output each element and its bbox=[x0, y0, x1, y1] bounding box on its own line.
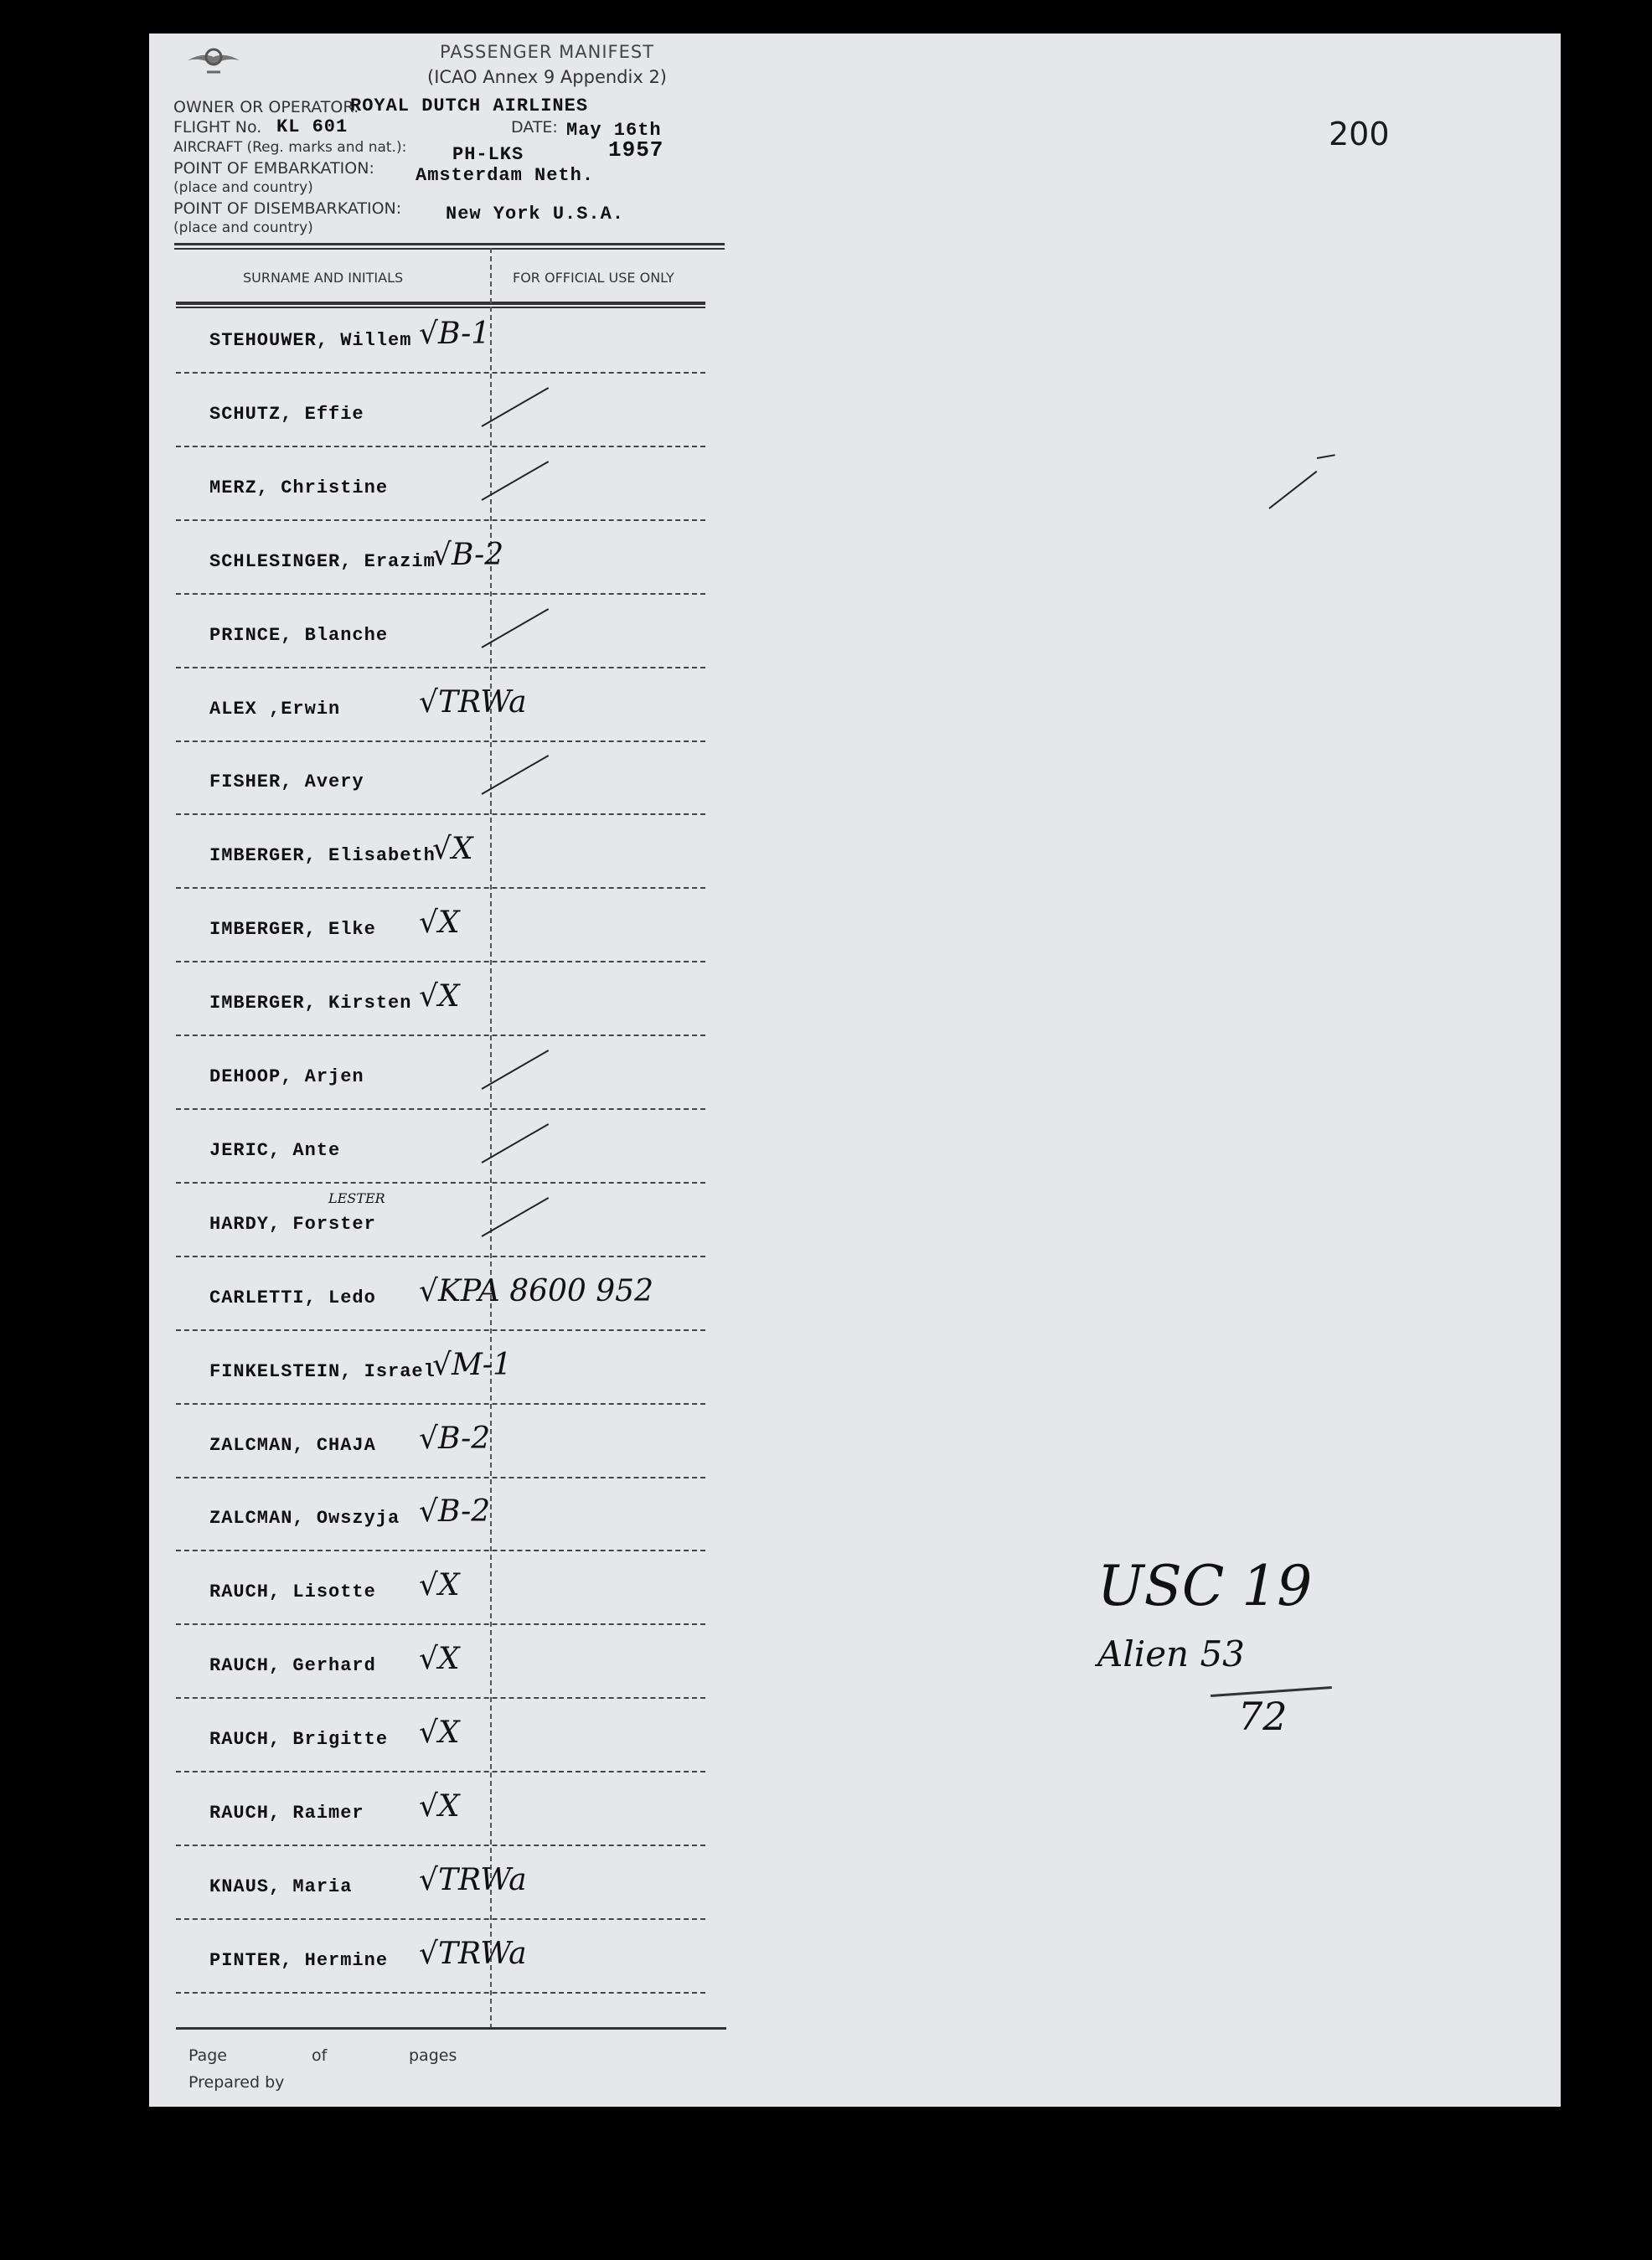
embarkation-label: POINT OF EMBARKATION: bbox=[173, 159, 374, 178]
passenger-name: RAUCH, Raimer bbox=[209, 1803, 364, 1824]
surname-column-header: SURNAME AND INITIALS bbox=[243, 270, 404, 286]
of-label: of bbox=[312, 2046, 328, 2065]
row-divider bbox=[176, 667, 705, 668]
row-divider bbox=[176, 1403, 705, 1405]
row-divider bbox=[176, 1035, 705, 1036]
passenger-name: MERZ, Christine bbox=[209, 477, 389, 498]
annotation-usc: USC 19 bbox=[1097, 1554, 1313, 1618]
row-divider bbox=[176, 519, 705, 521]
owner-label: OWNER OR OPERATOR: bbox=[173, 98, 359, 116]
form-subtitle: (ICAO Annex 9 Appendix 2) bbox=[427, 67, 668, 87]
row-divider bbox=[176, 961, 705, 962]
name-correction: LESTER bbox=[328, 1190, 385, 1206]
passenger-name: ZALCMAN, Owszyja bbox=[209, 1508, 400, 1529]
column-header-rule-2 bbox=[176, 307, 705, 308]
official-use-mark: √X bbox=[419, 906, 460, 940]
passenger-name: FISHER, Avery bbox=[209, 771, 364, 792]
official-use-mark: √KPA 8600 952 bbox=[419, 1274, 653, 1308]
flight-value: KL 601 bbox=[276, 116, 348, 137]
row-divider bbox=[176, 740, 705, 742]
row-divider bbox=[176, 372, 705, 374]
row-divider bbox=[176, 1550, 705, 1551]
date-label: DATE: bbox=[511, 118, 558, 137]
footer-rule bbox=[176, 2027, 726, 2030]
passenger-name: RAUCH, Lisotte bbox=[209, 1581, 376, 1602]
official-use-mark: √X bbox=[419, 1642, 460, 1676]
passenger-name: SCHLESINGER, Erazim bbox=[209, 551, 436, 572]
disembarkation-value: New York U.S.A. bbox=[446, 204, 625, 224]
passenger-name: FINKELSTEIN, Israel bbox=[209, 1361, 436, 1382]
passenger-name: PINTER, Hermine bbox=[209, 1950, 389, 1971]
passenger-name: DEHOOP, Arjen bbox=[209, 1066, 364, 1087]
disembarkation-label: POINT OF DISEMBARKATION: bbox=[173, 199, 402, 218]
row-divider bbox=[176, 1256, 705, 1257]
disembarkation-sub: (place and country) bbox=[173, 219, 313, 236]
passenger-name: IMBERGER, Elisabeth bbox=[209, 845, 436, 866]
column-header-rule bbox=[176, 302, 705, 305]
official-use-mark: √M-1 bbox=[432, 1348, 512, 1382]
official-use-mark: √X bbox=[432, 832, 473, 866]
official-use-mark: √TRWa bbox=[419, 1863, 527, 1897]
passenger-name: JERIC, Ante bbox=[209, 1140, 341, 1161]
page-number: 200 bbox=[1329, 116, 1390, 152]
row-divider bbox=[176, 1697, 705, 1699]
passenger-name: HARDY, Forster bbox=[209, 1214, 376, 1235]
row-divider bbox=[176, 1329, 705, 1331]
airline-logo-icon bbox=[186, 40, 241, 80]
official-use-mark: √B-2 bbox=[432, 538, 504, 572]
date-value: May 16th bbox=[566, 120, 662, 141]
row-divider bbox=[176, 593, 705, 595]
embarkation-value: Amsterdam Neth. bbox=[416, 165, 595, 186]
form-title: PASSENGER MANIFEST bbox=[440, 42, 655, 62]
aircraft-value: PH-LKS bbox=[452, 144, 524, 165]
row-divider bbox=[176, 1918, 705, 1920]
official-use-mark: √X bbox=[419, 979, 460, 1014]
official-use-mark: √B-1 bbox=[419, 317, 491, 351]
page-label: Page bbox=[188, 2046, 227, 2065]
passenger-name: KNAUS, Maria bbox=[209, 1876, 353, 1897]
row-divider bbox=[176, 1477, 705, 1478]
row-divider bbox=[176, 1992, 705, 1994]
official-use-mark: √X bbox=[419, 1568, 460, 1602]
official-use-mark: √B-2 bbox=[419, 1422, 491, 1456]
row-divider bbox=[176, 1845, 705, 1846]
official-use-mark: √TRWa bbox=[419, 1937, 527, 1971]
official-use-mark: √X bbox=[419, 1789, 460, 1824]
passenger-name: CARLETTI, Ledo bbox=[209, 1287, 376, 1308]
official-use-mark: √TRWa bbox=[419, 685, 527, 720]
official-use-mark: √X bbox=[419, 1716, 460, 1750]
row-divider bbox=[176, 1623, 705, 1625]
passenger-name: IMBERGER, Kirsten bbox=[209, 993, 412, 1014]
prepared-by-label: Prepared by bbox=[188, 2073, 285, 2092]
owner-value: ROYAL DUTCH AIRLINES bbox=[350, 95, 589, 116]
passenger-name: RAUCH, Gerhard bbox=[209, 1655, 376, 1676]
flight-label: FLIGHT No. bbox=[173, 118, 262, 137]
passenger-name: IMBERGER, Elke bbox=[209, 919, 376, 940]
header-rule-2 bbox=[174, 248, 725, 250]
official-use-mark: √B-2 bbox=[419, 1494, 491, 1529]
row-divider bbox=[176, 1108, 705, 1110]
pages-label: pages bbox=[409, 2046, 457, 2065]
row-divider bbox=[176, 1771, 705, 1772]
passenger-name: SCHUTZ, Effie bbox=[209, 404, 364, 425]
official-use-column-header: FOR OFFICIAL USE ONLY bbox=[513, 270, 674, 286]
row-divider bbox=[176, 1182, 705, 1184]
aircraft-label: AIRCRAFT (Reg. marks and nat.): bbox=[173, 139, 407, 156]
row-divider bbox=[176, 813, 705, 815]
annotation-total: 72 bbox=[1238, 1694, 1288, 1739]
row-divider bbox=[176, 887, 705, 889]
year-value: 1957 bbox=[608, 137, 664, 163]
passenger-name: ALEX ,Erwin bbox=[209, 699, 341, 720]
annotation-alien: Alien 53 bbox=[1097, 1633, 1245, 1674]
column-divider bbox=[490, 248, 492, 2029]
row-divider bbox=[176, 446, 705, 447]
embarkation-sub: (place and country) bbox=[173, 179, 313, 196]
passenger-name: STEHOUWER, Willem bbox=[209, 330, 412, 351]
passenger-name: ZALCMAN, CHAJA bbox=[209, 1435, 376, 1456]
header-rule bbox=[174, 243, 725, 245]
passenger-name: RAUCH, Brigitte bbox=[209, 1729, 389, 1750]
passenger-name: PRINCE, Blanche bbox=[209, 625, 389, 646]
